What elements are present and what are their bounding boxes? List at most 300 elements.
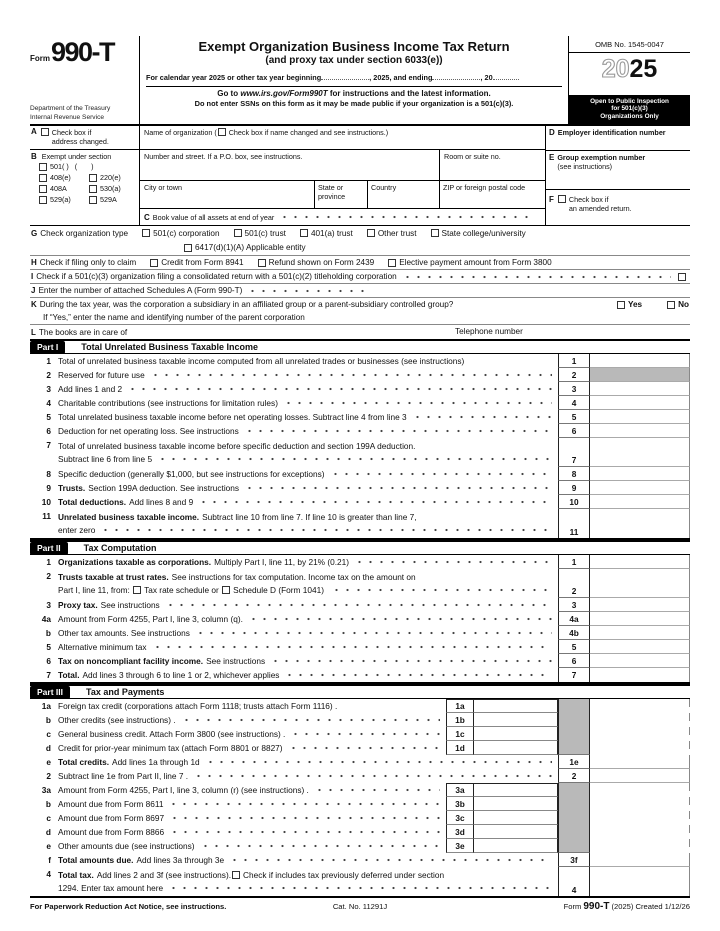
row-label — [58, 555, 558, 569]
row-label-line1 — [58, 496, 558, 508]
paperwork-notice: For Paperwork Reduction Act Notice, see instructions. — [30, 902, 227, 911]
row-label-text: Amount due from Form 8611 — [58, 799, 164, 809]
amount-cell[interactable] — [590, 839, 690, 847]
dot-leader — [402, 271, 671, 283]
part2-row-5 — [30, 640, 690, 654]
footer-form-id — [445, 901, 690, 912]
amount-cell[interactable] — [590, 654, 690, 668]
row-label-line1 — [58, 701, 446, 711]
row-label-text: Total of unrelated business taxable income before specific deduction and section 199A deduction. — [58, 440, 416, 451]
row-label-bold: Total deductions. — [58, 497, 127, 507]
row-label-text: Credit for prior-year minimum tax (attach Form 8801 or 8827) — [58, 743, 283, 753]
row-number: 1a — [41, 701, 51, 711]
row-label-bold: Total credits. — [58, 757, 110, 767]
row-label-text: Other amounts due (see instructions) — [58, 841, 195, 851]
amount-cell[interactable] — [590, 867, 690, 896]
row-label — [58, 853, 558, 867]
row-label-bold: Proxy tax. — [58, 600, 98, 610]
row-number: b — [45, 628, 51, 638]
part-1-header — [30, 339, 690, 354]
inspection-line2: for 501(c)(3) — [611, 105, 648, 113]
part1-row-6 — [30, 424, 690, 438]
form-number: 990-T — [51, 37, 115, 67]
part3-row-3a — [30, 783, 690, 797]
entity-info-block — [30, 126, 690, 226]
street-field[interactable] — [140, 150, 440, 180]
row-label — [58, 626, 558, 640]
label-refund-2439: Refund shown on Form 2439 — [268, 258, 375, 267]
box-d-label: Employer identification number — [557, 128, 666, 137]
dot-leader — [198, 496, 552, 508]
row-label — [58, 741, 446, 755]
ssn-warning: Do not enter SSNs on this form as it may be made public if your organization is a 501(c)(3). — [194, 99, 514, 108]
shaded-cell — [558, 727, 590, 741]
dot-leader — [169, 826, 440, 838]
form-body — [30, 36, 690, 912]
label-401a-trust: 401(a) trust — [310, 228, 353, 238]
checkbox-501c-trust[interactable] — [234, 229, 242, 237]
letter-e: E — [549, 153, 555, 162]
part1-row-8 — [30, 467, 690, 481]
box-e-group-exemption-field[interactable] — [546, 151, 690, 190]
dot-leader — [205, 756, 552, 768]
row-label — [58, 569, 558, 598]
row-label-text: Specific deduction (generally $1,000, but see instructions for exceptions) — [58, 469, 325, 479]
row-label-bold: Trusts taxable at trust rates. — [58, 571, 169, 582]
row-number: 6 — [46, 656, 51, 666]
part-badge: Part I — [30, 341, 65, 354]
amount-cell[interactable] — [590, 853, 690, 867]
line-number-cell: 11 — [558, 509, 590, 538]
dot-leader — [195, 627, 552, 639]
line-number-cell: 3f — [558, 853, 590, 867]
amount-cell[interactable] — [590, 811, 690, 819]
row-label-text: Foreign tax credit (corporations attach Form 1118; trusts attach Form 1116) . — [58, 701, 338, 711]
line-number-cell: 5 — [558, 410, 590, 424]
city-label: City or town — [144, 183, 182, 192]
line-number-cell: 7 — [558, 668, 590, 682]
part1-row-4 — [30, 396, 690, 410]
row-number: 11 — [42, 511, 51, 521]
dot-leader — [248, 613, 552, 625]
box-f-line1: Check box if — [568, 195, 609, 204]
form-title-block — [140, 36, 568, 124]
row-label-line1 — [58, 411, 558, 423]
box-e-label — [557, 153, 645, 187]
letter-a: A — [31, 127, 37, 136]
row-l-label: The books are in care of — [38, 327, 128, 337]
amount-cell[interactable] — [590, 555, 690, 569]
row-label-text: Section 199A deduction. See instructions — [88, 483, 240, 493]
box-f-amended-return — [546, 190, 690, 225]
letter-f: F — [549, 195, 554, 204]
checkbox-529a[interactable] — [39, 196, 47, 204]
line-number-cell: 8 — [558, 467, 590, 481]
inner-amount-cell[interactable] — [474, 713, 558, 727]
amount-cell[interactable] — [590, 438, 690, 467]
option-408e — [38, 173, 88, 182]
room-suite-field[interactable] — [440, 150, 545, 180]
checkbox-530a[interactable] — [89, 185, 97, 193]
box-b-label: Exempt under section — [41, 152, 112, 161]
amount-cell[interactable] — [590, 626, 690, 640]
amount-cell[interactable] — [590, 396, 690, 410]
address-changed-checkbox[interactable] — [41, 128, 49, 136]
inner-amount-cell[interactable] — [474, 797, 558, 811]
line-number-cell: 7 — [558, 438, 590, 467]
amount-cell[interactable] — [590, 612, 690, 626]
row-k-label: During the tax year, was the corporation a subsidiary in an affiliated group or a parent-subsidiary controlled group? — [39, 300, 454, 309]
consolidated-return-checkbox[interactable] — [678, 273, 686, 281]
row-number: 6 — [46, 426, 51, 436]
part1-row-10 — [30, 495, 690, 509]
footer-form-number: 990-T — [583, 901, 610, 912]
info-right-column — [545, 126, 690, 225]
row-g-organization-type — [30, 226, 690, 256]
option-529a — [38, 195, 88, 204]
part1-row-9 — [30, 481, 690, 495]
row-label-line1 — [58, 742, 446, 754]
amount-cell[interactable] — [590, 797, 690, 805]
checkbox-220e[interactable] — [89, 174, 97, 182]
dot-leader — [181, 714, 440, 726]
tax-year-ending-field[interactable] — [432, 72, 480, 80]
row-label-bold: Unrelated business taxable income. — [58, 511, 200, 522]
option-501c-corporation — [141, 229, 219, 238]
amount-cell[interactable] — [590, 509, 690, 538]
letter-j: J — [31, 286, 36, 295]
row-label-text: Add lines 3a through 3e — [136, 855, 225, 865]
part3-row-3e — [30, 839, 690, 853]
state-field[interactable] — [315, 181, 368, 208]
checkbox-501[interactable] — [39, 163, 47, 171]
part3-row-3b — [30, 797, 690, 811]
box-f-label — [569, 195, 632, 220]
line-number-cell: 6 — [558, 654, 590, 668]
row-label — [58, 654, 558, 668]
row-label — [58, 396, 558, 410]
amount-cell[interactable] — [590, 424, 690, 438]
line-number-cell: 5 — [558, 640, 590, 654]
row-label-line1 — [58, 383, 558, 395]
tax-year-beginning-field[interactable] — [321, 72, 369, 80]
dot-leader — [168, 798, 440, 810]
letter-d: D — [549, 128, 555, 137]
inner-amount-cell[interactable] — [474, 811, 558, 825]
box-d-ein-field[interactable] — [546, 126, 690, 151]
row-label-text: Deduction for net operating loss. See instructions — [58, 426, 239, 436]
row-label — [58, 769, 558, 783]
checkbox-6417-applicable-entity[interactable] — [184, 244, 192, 252]
row-number: 9 — [46, 483, 51, 493]
box-a-line2: address changed. — [51, 137, 109, 146]
row-checkbox-label: Tax rate schedule or — [144, 585, 219, 596]
row-checkbox-label: Check if includes tax previously deferred under section — [243, 869, 445, 880]
row-label — [58, 668, 558, 682]
row-label-text: Alternative minimum tax — [58, 642, 147, 652]
row-label — [58, 354, 558, 368]
inner-amount-cell[interactable] — [474, 839, 558, 853]
row-label — [58, 825, 446, 839]
checkbox-401a-trust[interactable] — [300, 229, 308, 237]
option-220e — [88, 173, 138, 182]
form-header — [30, 36, 690, 126]
goto-line — [146, 89, 562, 99]
row-label-line1 — [58, 854, 558, 866]
row-label — [58, 797, 446, 811]
row-k-line1 — [31, 298, 689, 311]
tax-year-yy-field[interactable] — [493, 72, 519, 80]
row-number: 4a — [41, 614, 51, 624]
inspection-line1: Open to Public Inspection — [590, 97, 669, 105]
checkbox[interactable] — [222, 586, 230, 594]
row-label — [58, 839, 446, 853]
part3-row-1d — [30, 741, 690, 755]
amount-cell[interactable] — [590, 382, 690, 396]
line-number-cell: 4 — [558, 396, 590, 410]
row-l-books-in-care-of — [30, 325, 690, 339]
shaded-cell — [558, 741, 590, 755]
row-label-text: Subtract line 10 from line 7. If line 10 is greater than line 7, — [202, 511, 417, 522]
row-label-line1 — [58, 510, 558, 524]
open-to-public-box — [569, 95, 690, 124]
inner-amount-cell[interactable] — [474, 699, 558, 713]
inner-amount-cell[interactable] — [474, 825, 558, 839]
row-g-line1 — [31, 226, 689, 241]
amended-return-checkbox[interactable] — [558, 195, 566, 203]
row-label-text: 1294. Enter tax amount here — [58, 883, 164, 894]
row-label-text: See instructions — [206, 656, 266, 666]
part1-row-7 — [30, 438, 690, 467]
row-label — [58, 867, 558, 896]
letter-c: C — [144, 212, 150, 222]
dot-leader — [270, 655, 552, 667]
city-row — [140, 181, 545, 209]
box-e-title: Group exemption number — [557, 153, 646, 162]
label-408a: 408A — [50, 184, 67, 193]
dot-leader — [157, 453, 552, 465]
dot-leader — [229, 854, 552, 866]
calendar-year-line — [146, 72, 562, 82]
name-of-organization-field[interactable] — [140, 126, 545, 150]
part1-row-5 — [30, 410, 690, 424]
row-label — [58, 509, 558, 538]
option-530a — [88, 184, 138, 193]
checkbox-elective-3800[interactable] — [388, 259, 396, 267]
omb-number: OMB No. 1545-0047 — [569, 36, 690, 53]
row-label-text: Charitable contributions (see instructions for limitation rules) — [58, 398, 278, 408]
part-2-table — [30, 555, 690, 684]
checkbox-408a[interactable] — [39, 185, 47, 193]
part1-row-1 — [30, 354, 690, 368]
label-530a: 530(a) — [100, 184, 121, 193]
checkbox-refund-2439[interactable] — [258, 259, 266, 267]
inner-amount-cell[interactable] — [474, 741, 558, 755]
label-501-parens: )( ) — [66, 162, 100, 171]
row-label — [58, 713, 446, 727]
part2-row-1 — [30, 555, 690, 569]
dot-leader — [150, 369, 552, 381]
amount-cell[interactable] — [590, 769, 690, 783]
line-number-cell: 2 — [558, 368, 590, 382]
dot-leader — [200, 840, 440, 852]
row-label-line2 — [58, 882, 558, 896]
row-label-line2 — [58, 453, 558, 467]
dot-leader — [288, 742, 440, 754]
calendar-pre: For calendar year 2025 or other tax year beginning — [146, 73, 322, 82]
inner-line-number: 1a — [446, 699, 474, 713]
street-label: Number and street. If a P.O. box, see instructions. — [144, 152, 303, 161]
shaded-cell — [558, 825, 590, 839]
checkbox-credit-8941[interactable] — [150, 259, 158, 267]
row-number: 10 — [41, 497, 51, 507]
city-field[interactable] — [140, 181, 315, 208]
no-label: No — [678, 300, 689, 309]
label-220e: 220(e) — [100, 173, 121, 182]
checkbox-408e[interactable] — [39, 174, 47, 182]
amount-cell[interactable] — [590, 467, 690, 481]
part-3-header — [30, 684, 690, 699]
checkbox-state-college[interactable] — [431, 229, 439, 237]
amount-cell[interactable] — [590, 640, 690, 654]
inner-line-number: 3d — [446, 825, 474, 839]
country-field[interactable] — [368, 181, 440, 208]
amount-cell[interactable] — [590, 598, 690, 612]
yes-label: Yes — [627, 300, 643, 309]
amount-cell[interactable] — [590, 495, 690, 509]
row-label-text: Add lines 8 and 9 — [129, 497, 194, 507]
zip-field[interactable] — [440, 181, 545, 208]
dot-leader — [283, 397, 552, 409]
label-501c-corporation: 501(c) corporation — [153, 228, 220, 238]
part-2-header — [30, 540, 690, 555]
part2-row-4b — [30, 626, 690, 640]
amount-cell[interactable] — [590, 668, 690, 682]
part-title: Tax and Payments — [85, 687, 165, 697]
part2-row-2 — [30, 569, 690, 598]
checkbox[interactable] — [232, 871, 240, 879]
row-number: 5 — [46, 412, 51, 422]
row-label — [58, 755, 558, 769]
row-label-text: See instructions — [100, 600, 160, 610]
amount-cell[interactable] — [590, 727, 690, 735]
row-number: c — [46, 729, 51, 739]
part2-row-6 — [30, 654, 690, 668]
department-line2: Internal Revenue Service — [30, 113, 105, 121]
amount-cell[interactable] — [590, 699, 690, 707]
row-label-line1 — [58, 570, 558, 584]
zip-label: ZIP or foreign postal code — [443, 183, 526, 192]
row-label-text: Amount due from Form 8697 — [58, 813, 165, 823]
shaded-cell — [558, 713, 590, 727]
amount-cell[interactable] — [590, 354, 690, 368]
row-label-bold: Total amounts due. — [58, 855, 134, 865]
amount-cell[interactable] — [590, 783, 690, 791]
checkbox[interactable] — [133, 586, 141, 594]
row-number: 7 — [46, 440, 51, 450]
goto-pre: Go to — [217, 89, 239, 98]
row-checkbox-label: Schedule D (Form 1041) — [233, 585, 324, 596]
amount-cell[interactable] — [590, 368, 690, 382]
amount-cell[interactable] — [590, 741, 690, 749]
amount-cell[interactable] — [590, 755, 690, 769]
inner-line-number: 1d — [446, 741, 474, 755]
no-checkbox[interactable] — [667, 301, 675, 309]
dot-leader — [284, 669, 552, 681]
calendar-mid: , 2025, and ending — [369, 73, 433, 82]
amount-cell[interactable] — [590, 569, 690, 598]
checkbox-529A[interactable] — [89, 196, 97, 204]
amount-cell[interactable] — [590, 825, 690, 833]
label-501c-trust: 501(c) trust — [244, 228, 286, 238]
info-left-column — [30, 126, 140, 225]
shaded-cell — [558, 699, 590, 713]
row-label-line1 — [58, 714, 446, 726]
tax-year-2025 — [569, 53, 690, 87]
yes-checkbox[interactable] — [617, 301, 625, 309]
box-c-book-value[interactable] — [140, 209, 545, 225]
inner-amount-cell[interactable] — [474, 783, 558, 797]
row-label — [58, 424, 558, 438]
inner-line-number: 3e — [446, 839, 474, 853]
inner-line-number: 1c — [446, 727, 474, 741]
part2-row-3 — [30, 598, 690, 612]
row-label — [58, 612, 558, 626]
row-label-line1 — [58, 425, 558, 437]
line-number-cell: 2 — [558, 769, 590, 783]
row-k-subsidiary-question — [30, 298, 690, 325]
form-title: Exempt Organization Business Income Tax Return — [198, 39, 510, 54]
box-c-label: Book value of all assets at end of year — [152, 212, 275, 222]
option-501 — [31, 162, 138, 171]
row-i-label: Check if a 501(c)(3) organization filing a consolidated return with a 501(c)(2) titleholding corporation — [36, 272, 397, 281]
row-label-text: Part I, line 11, from: — [58, 585, 130, 596]
row-label-text: General business credit. Attach Form 3800 (see instructions) . — [58, 729, 286, 739]
row-label — [58, 811, 446, 825]
row-number: 7 — [46, 670, 51, 680]
row-label-line1 — [58, 770, 558, 782]
row-label-text: Reserved for future use — [58, 370, 145, 380]
row-number: 5 — [46, 642, 51, 652]
letter-k: K — [31, 300, 37, 309]
row-label-text: Amount from Form 4255, Part I, line 3, column (q). — [58, 614, 243, 624]
form-number-block — [30, 36, 140, 124]
inspection-line3: Organizations Only — [600, 113, 659, 121]
dot-leader — [169, 812, 440, 824]
name-changed-checkbox[interactable] — [218, 128, 226, 136]
goto-post: for instructions and the latest information. — [329, 89, 491, 98]
inner-amount-cell[interactable] — [474, 727, 558, 741]
amount-cell[interactable] — [590, 481, 690, 495]
department-line1: Department of the Treasury — [30, 105, 111, 112]
row-label-line1 — [58, 599, 558, 611]
row-number: d — [45, 827, 51, 837]
amount-cell[interactable] — [590, 713, 690, 721]
letter-b: B — [31, 152, 37, 161]
amount-cell[interactable] — [590, 410, 690, 424]
footer-form-word: Form — [563, 902, 582, 911]
checkbox-501c-corporation[interactable] — [142, 229, 150, 237]
checkbox-other-trust[interactable] — [367, 229, 375, 237]
inner-line-number: 3b — [446, 797, 474, 811]
row-label-bold: Organizations taxable as corporations. — [58, 557, 212, 567]
part-1-table — [30, 354, 690, 540]
row-j-label: Enter the number of attached Schedules A (Form 990-T) — [38, 286, 243, 295]
part-title: Tax Computation — [83, 543, 157, 553]
row-label-bold: Total. — [58, 670, 80, 680]
part3-row-1e — [30, 755, 690, 769]
part3-row-3c — [30, 811, 690, 825]
